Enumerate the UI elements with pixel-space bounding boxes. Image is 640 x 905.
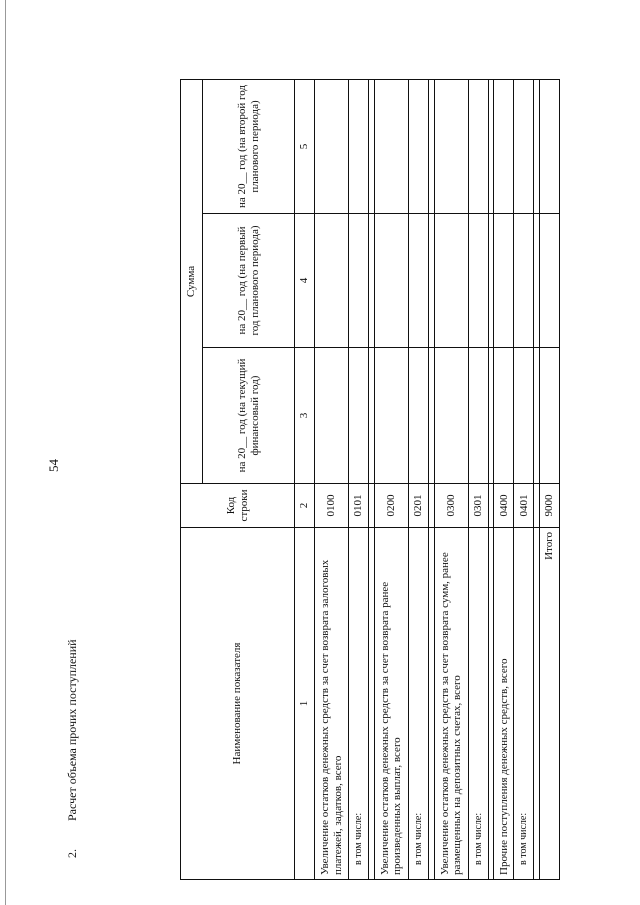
header-col4: на 20__ год (на первый год планового периода) [203,214,295,348]
row-value-cell [468,214,488,348]
table-row [434,79,468,879]
row-code: 0401 [514,484,534,528]
row-name: Увеличение остатков денежных средств за счет возврата залоговых платежей, задатков, всего [315,528,349,880]
table-row [349,79,369,879]
row-code: 0201 [409,484,429,528]
row-name: в том числе: [514,528,534,880]
row-code: 0400 [494,484,514,528]
row-value-cell [494,348,514,484]
row-name: в том числе: [349,528,369,880]
section-title-text: Расчет объема прочих поступлений [65,639,79,821]
row-name: Увеличение остатков денежных средств за счет возврата сумм, ранее размещенных на депозитных счетах, всего [434,528,468,880]
header-name: Наименование показателя [181,528,295,880]
row-value-cell [468,79,488,213]
row-value-cell [409,214,429,348]
row-code: 0101 [349,484,369,528]
row-name: в том числе: [409,528,429,880]
row-code: 0100 [315,484,349,528]
total-label: Итого [539,528,559,880]
header-sum: Сумма [181,79,203,483]
header-code: Код строки [181,484,295,528]
row-value-cell [434,214,468,348]
table-row [374,79,408,879]
total-row [539,79,559,879]
row-value-cell [315,79,349,213]
row-value-cell [514,214,534,348]
row-value-cell [374,348,408,484]
row-name: Увеличение остатков денежных средств за счет возврата ранее произведенных выплат, всего [374,528,408,880]
colnum-4: 4 [295,214,315,348]
row-value-cell [349,214,369,348]
row-value-cell [315,214,349,348]
total-value-cell [539,79,559,213]
row-name: в том числе: [468,528,488,880]
row-value-cell [374,214,408,348]
total-value-cell [539,214,559,348]
row-value-cell [514,348,534,484]
total-value-cell [539,348,559,484]
row-value-cell [514,79,534,213]
colnum-1: 1 [295,528,315,880]
row-value-cell [409,348,429,484]
other-receipts-table [180,79,560,880]
row-value-cell [315,348,349,484]
page-left-border [5,0,6,905]
table-row [315,79,349,879]
row-code: 0300 [434,484,468,528]
row-value-cell [349,79,369,213]
row-code: 0200 [374,484,408,528]
row-value-cell [409,79,429,213]
section-number: 2. [65,849,79,858]
colnum-5: 5 [295,79,315,213]
table-row [409,79,429,879]
header-col3: на 20__ год (на текущий финансовый год) [203,348,295,484]
table-wrapper [180,80,560,880]
row-value-cell [434,79,468,213]
row-code: 0301 [468,484,488,528]
row-name: Прочие поступления денежных средств, всего [494,528,514,880]
header-col5: на 20__ год (на второй год планового периода) [203,79,295,213]
row-value-cell [374,79,408,213]
row-value-cell [494,79,514,213]
row-value-cell [494,214,514,348]
table-row [494,79,514,879]
table-row [468,79,488,879]
row-value-cell [434,348,468,484]
table-row [514,79,534,879]
row-value-cell [349,348,369,484]
colnum-3: 3 [295,348,315,484]
section-title [65,639,80,858]
page-number: 54 [46,459,61,472]
colnum-2: 2 [295,484,315,528]
row-value-cell [468,348,488,484]
total-code: 9000 [539,484,559,528]
